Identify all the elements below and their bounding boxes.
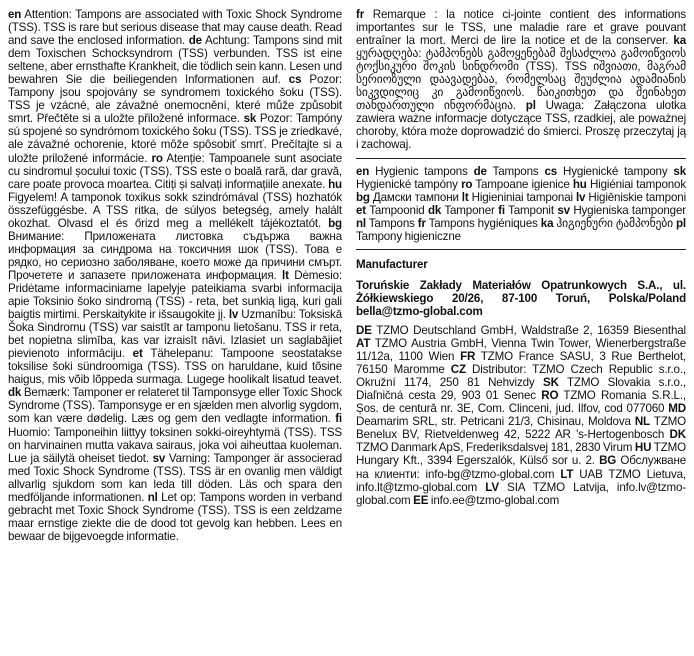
product-names xyxy=(356,165,686,243)
contact-text: TZMO Romania S.R.L., Șos. de centură nr. 3E, Com. Clinceni, jud. Ilfov, cod 077060 xyxy=(356,389,686,416)
manufacturer-heading: Manufacturer xyxy=(356,257,428,271)
warning-lang-code: dk xyxy=(8,386,22,400)
warning-lang-code: ro xyxy=(151,151,163,165)
contact-text: Обслужване на клиенти: info-bg@tzmo-global.com xyxy=(356,454,686,481)
product-name-lang-code: hu xyxy=(572,177,587,191)
contact-text: TZMO France SASU, 3 Rue Berthelot, 76150 Maromme xyxy=(356,350,686,377)
warning-text: Let op: Tampons worden in verband gebracht met Toxic Shock Syndrome (TSS). TSS is een zeldzame maar ernstige ziekte die de dood tot gevolg kan hebben. Lees en bewaar de bijgevoegde informatie. xyxy=(8,490,343,543)
product-name-text: Hygienické tampony xyxy=(562,164,668,178)
contact-lang-code: NL xyxy=(634,415,650,429)
product-name-text: Tampons xyxy=(492,164,539,178)
product-name-lang-code: fi xyxy=(498,203,505,217)
warning-lang-code: nl xyxy=(147,490,158,504)
warning-text: Pozor: Tampony jsou spojovány se syndromem toxického šoku (TSS). TSS je vzácné, ale závažné onemocnění, které může způsobit smrt. Přečtěte si a uložte přiložené informace. xyxy=(8,73,342,126)
contact-text: TZMO Austria GmbH, Vienna Twin Tower, Wienerbergstraße 11/12a, 1100 Wien xyxy=(356,337,686,364)
product-name-lang-code: pl xyxy=(675,216,686,230)
warning-text: ყურადღება: ტამპონებს გამოყენებამ შესაძლოა გამოიწვიოს ტოქსიკური შოკის სინდრომი (TSS). TSS იშვიათი, მაგრამ სერიოზული დაავადებაა, რომელსაც შეუძლია ადამიანის სიკვდილიც კი გამოიწვიოს. წაიკითხეთ და შეინახეთ თანდართული ინფორმაცია. xyxy=(356,47,686,113)
product-name-text: Дамски тампони xyxy=(372,190,459,204)
product-name-lang-code: cs xyxy=(544,164,558,178)
contact-lang-code: AT xyxy=(356,337,371,351)
product-name-text: Tampony higieniczne xyxy=(356,229,461,243)
warning-lang-code: sk xyxy=(243,112,257,126)
warning-text: Dėmesio: Pridėtame informaciniame lapelyje pateikiama svarbi informacija apie Toksinio šoko sindromą (TSS) - reta, bet sunkią ligą, kuri gali baigtis mirtimi. Perskaitykite ir išsaugokite jį. xyxy=(8,268,343,322)
contact-text: TZMO Deutschland GmbH, Waldstraße 2, 16359 Biesenthal xyxy=(376,323,686,337)
warning-lang-code: bg xyxy=(328,216,342,230)
contact-text: SIA TZMO Latvija, info.lv@tzmo-global.com xyxy=(356,480,686,507)
contact-lang-code: CZ xyxy=(450,363,466,377)
product-name-lang-code: nl xyxy=(356,216,367,230)
product-name-text: Hygienické tampóny xyxy=(356,177,458,191)
warning-text: Pozor: Tampóny sú spojené so syndrómom toxického šoku (TSS). TSS je zriedkavé, ale závažné ochorenie, ktoré môže spôsobiť smrť. Prečítajte si a uložte priložené informácie. xyxy=(8,112,342,165)
product-name-text: Higieniniai tamponai xyxy=(471,190,573,204)
warning-text: Внимание: Приложената листовка съдържа важна информация за синдрома на токсичния шок (TSS). Това е рядко, но сериозно заболяване, което може да причини смърт. Прочетете и запазете приложената информация. xyxy=(8,229,342,282)
warning-text: Huomio: Tamponeihin liittyy toksinen sokki-oireyhtymä (TSS). TSS on harvinainen mutta vakava sairaus, joka voi aiheuttaa kuoleman. Lue ja säilytä oheiset tiedot. xyxy=(8,425,342,465)
warning-text: Remarque : la notice ci-jointe contient des informations importantes sur le TSS, une maladie rare et grave pouvant entraîner la mort. Merci de lire la notice et de la conserver. xyxy=(356,8,687,48)
contact-text: Distributor: TZMO Czech Republic s.r.o., Okružní 1174, 250 81 Nehvizdy xyxy=(356,363,686,390)
warning-lang-code: lt xyxy=(282,268,289,282)
product-name-lang-code: et xyxy=(356,203,367,217)
warning-text: Bemærk: Tamponer er relateret til Tamponsyge eller Toxic Shock Syndrome (TSS). Tamponsyge er en sjælden men alvorlig sygdom, som kan være dødelig. Læs og gem den vedlagte information. xyxy=(8,386,342,426)
warning-text: Figyelem! A tamponok toxikus sokk szindrómával (TSS) hozhatók összefüggésbe. A TSS ritka, de súlyos betegség, amely halált okozhat. Olvasd el és őrizd meg a mellékelt tájékoztatót. xyxy=(8,190,342,230)
warning-lang-code: fr xyxy=(356,8,365,21)
contact-lang-code: SK xyxy=(542,376,559,390)
warnings-continued xyxy=(356,8,686,152)
product-name-text: Tampons hygiéniques xyxy=(428,216,538,230)
product-name-lang-code: sv xyxy=(557,203,570,217)
contact-lang-code: RO xyxy=(541,389,559,403)
product-name-text: ჰიგიენური ტამპონები xyxy=(556,216,673,230)
product-name-text: Tamponit xyxy=(508,203,554,217)
product-name-text: Higiēniskie tamponi xyxy=(588,190,686,204)
contact-lang-code: LV xyxy=(485,480,499,494)
warning-text: Varning: Tamponger är associerad med Toxic Shock Syndrome (TSS). TSS är en ovanlig men väldigt allvarlig sjukdom som kan leda till döden. Läs och spara den medföljande informationen. xyxy=(8,451,343,504)
contact-lang-code: BG xyxy=(599,454,617,468)
product-name-lang-code: en xyxy=(356,164,370,178)
product-name-text: Tamponer xyxy=(444,203,495,217)
warning-lang-code: de xyxy=(188,34,202,48)
contact-text: TZMO Hungary Kft., 3394 Egerszalók, Külső sor u. 2. xyxy=(356,441,686,468)
product-name-lang-code: ka xyxy=(540,216,554,230)
contact-text: TZMO Danmark ApS, Frederiksdalsvej 181, 2830 Virum xyxy=(356,441,633,455)
product-name-text: Tampons xyxy=(368,216,415,230)
contact-text: UAB TZMO Lietuva, info.lt@tzmo-global.com xyxy=(356,467,686,494)
product-name-text: Hygieniska tamponger xyxy=(573,203,686,217)
warning-lang-code: sv xyxy=(152,451,166,465)
divider xyxy=(356,249,686,250)
warning-text: Atenție: Tampoanele sunt asociate cu sindromul șocului toxic (TSS). TSS este o boală rară, dar gravă, care poate provoca moartea. Citiți și salvați informațiile anexate. xyxy=(8,151,342,191)
warning-text: Achtung: Tampons sind mit dem Toxischen Schocksyndrom (TSS) verbunden. TSS ist eine seltene, aber ernsthafte Krankheit, die tödlich sein kann. Lesen und bewahren Sie die beiliegenden Informationen auf. xyxy=(8,34,343,87)
contact-lang-code: DK xyxy=(669,428,686,442)
product-name-text: Higiéniai tamponok xyxy=(589,177,686,191)
product-name-text: Hygienic tampons xyxy=(375,164,468,178)
warning-lang-code: pl xyxy=(525,99,536,113)
warning-lang-code: fi xyxy=(335,412,342,426)
product-name-lang-code: lv xyxy=(575,190,586,204)
product-name-lang-code: dk xyxy=(427,203,442,217)
contact-text: TZMO Benelux BV, Rietveldenweg 42, 5222 AR 's-Hertogenbosch xyxy=(356,415,687,442)
contact-lang-code: EE xyxy=(413,493,429,507)
product-name-text: Tampoonid xyxy=(369,203,425,217)
warning-text: Attention: Tampons are associated with Toxic Shock Syndrome (TSS). TSS is rare but serious disease that may cause death. Read and save the enclosed information. xyxy=(8,8,342,48)
contact-text: TZMO Slovakia s.r.o., Diaľničná cesta 29, 903 01 Senec xyxy=(356,376,686,403)
product-name-lang-code: fr xyxy=(417,216,426,230)
contact-text: Deamarim SRL, str. Petricani 21/3, Chisinau, Moldova xyxy=(356,415,631,429)
warning-lang-code: en xyxy=(8,8,22,21)
contact-text: info.ee@tzmo-global.com xyxy=(430,493,560,507)
divider xyxy=(356,158,686,159)
warnings-column-left xyxy=(8,8,342,543)
distributor-contacts xyxy=(356,324,686,507)
product-name-lang-code: de xyxy=(473,164,487,178)
warning-text: Uzmanību: Toksiskā Šoka Sindromu (TSS) var saistīt ar tamponu lietošanu. TSS ir reta, bet nopietna slimība, kas var izraisīt nāvi. Izlasiet un saglabājiet pievienoto informāciju. xyxy=(8,308,342,361)
product-name-lang-code: bg xyxy=(356,190,370,204)
manufacturer-address: Toruńskie Zakłady Materiałów Opatrunkowych S.A., ul. Żółkiewskiego 20/26, 87-100 Toruń, Polska/Poland bella@tzmo-global.com xyxy=(356,278,686,318)
contact-lang-code: LT xyxy=(560,467,574,481)
warning-lang-code: hu xyxy=(328,177,342,191)
warning-lang-code: et xyxy=(132,347,143,361)
right-column xyxy=(356,8,686,507)
product-name-text: Tampoane igienice xyxy=(475,177,570,191)
contact-lang-code: HU xyxy=(634,441,652,455)
contact-lang-code: MD xyxy=(668,402,686,416)
warning-text: Uwaga: Załączona ulotka zawiera ważne informacje dotyczące TSS, rzadkiej, ale poważnej choroby, która może doprowadzić do śmierci. Proszę przeczytaj ją i zachowaj. xyxy=(356,99,686,152)
warning-text: Tähelepanu: Tampoone seostatakse toksilise šoki sündroomiga (TSS). TSS on haruldane, kuid tõsine haigus, mis võib lõppeda surmaga. Lugege hoolikalt lisatud teavet. xyxy=(8,347,342,387)
product-name-lang-code: sk xyxy=(673,164,687,178)
warning-lang-code: cs xyxy=(288,73,302,87)
product-name-lang-code: ro xyxy=(461,177,473,191)
contact-lang-code: FR xyxy=(460,350,476,364)
warning-lang-code: lv xyxy=(228,308,239,322)
warning-lang-code: ka xyxy=(673,34,686,48)
product-name-lang-code: lt xyxy=(461,190,469,204)
contact-lang-code: DE xyxy=(356,323,372,337)
